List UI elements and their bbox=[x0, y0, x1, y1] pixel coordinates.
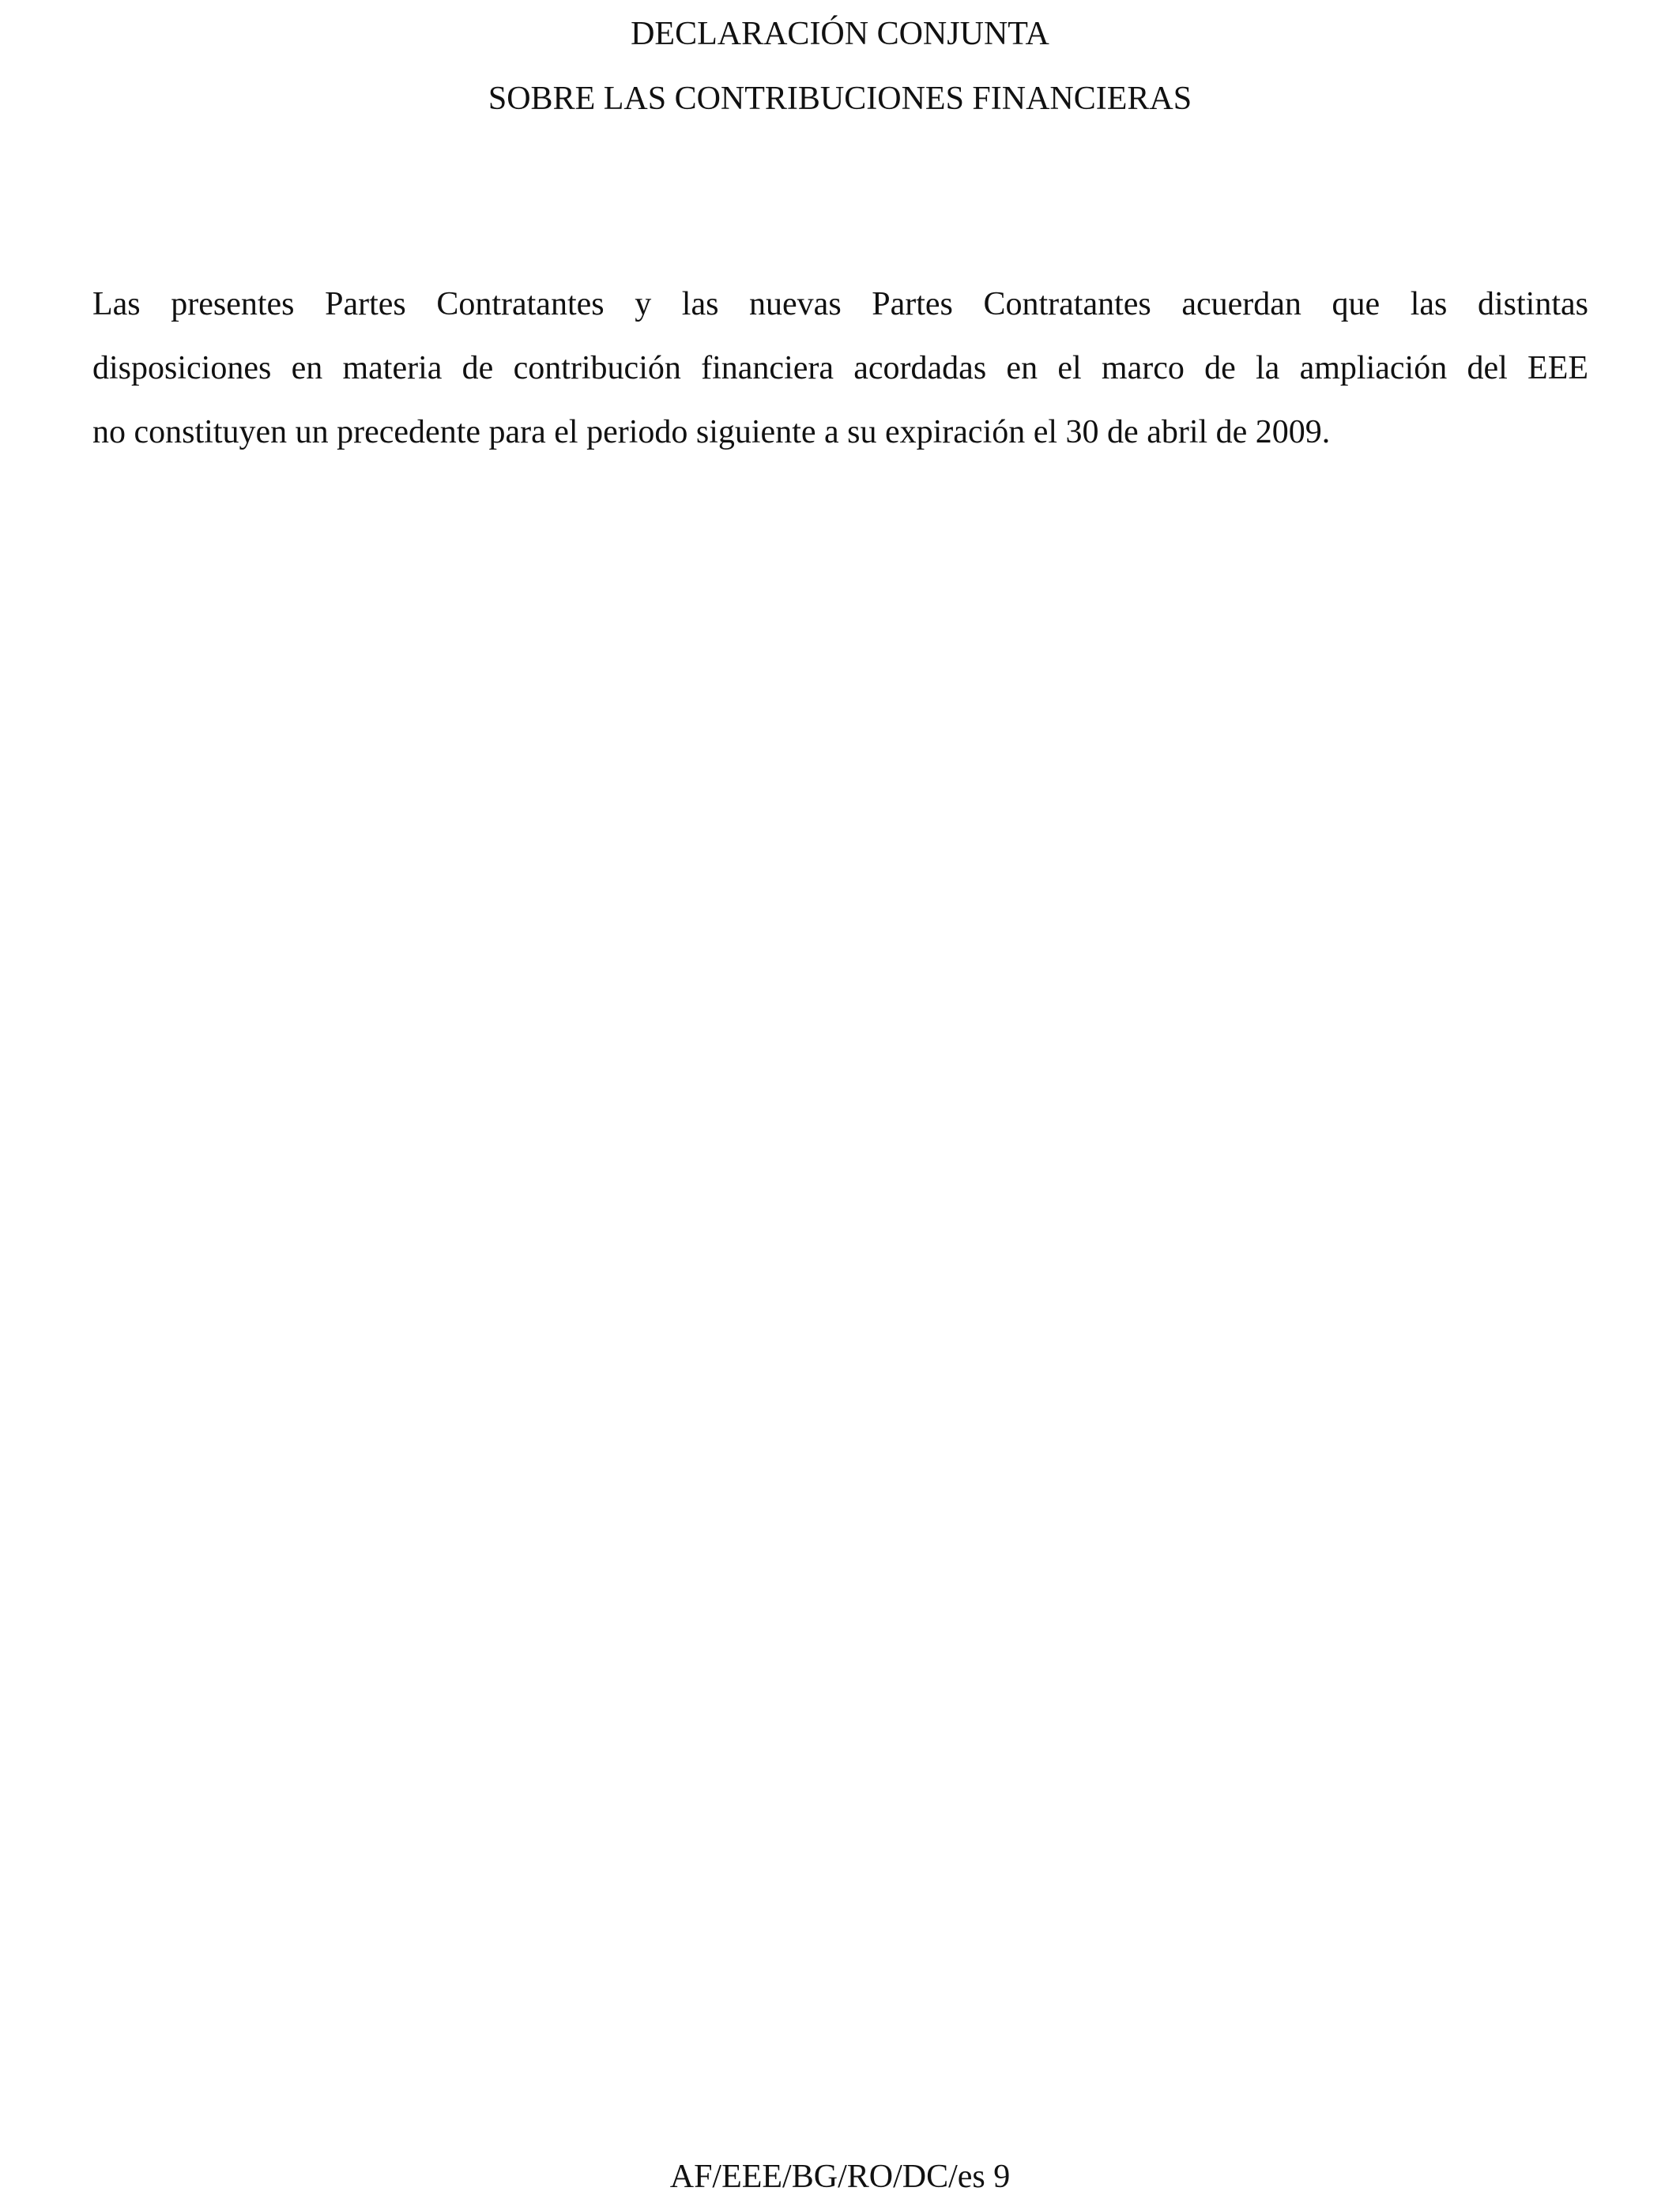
document-title: DECLARACIÓN CONJUNTA bbox=[631, 16, 1049, 52]
page-footer-reference: AF/EEE/BG/RO/DC/es 9 bbox=[669, 2159, 1011, 2195]
declaration-paragraph bbox=[92, 273, 1588, 465]
paragraph-line: disposiciones en materia de contribución financiera acordadas en el marco de la ampliación del EEE bbox=[92, 350, 1588, 386]
paragraph-line: Las presentes Partes Contratantes y las nuevas Partes Contratantes acuerdan que las distintas bbox=[92, 286, 1588, 322]
paragraph-line: no constituyen un precedente para el periodo siguiente a su expiración el 30 de abril de 2009. bbox=[92, 414, 1331, 450]
document-subtitle: SOBRE LAS CONTRIBUCIONES FINANCIERAS bbox=[488, 81, 1192, 117]
